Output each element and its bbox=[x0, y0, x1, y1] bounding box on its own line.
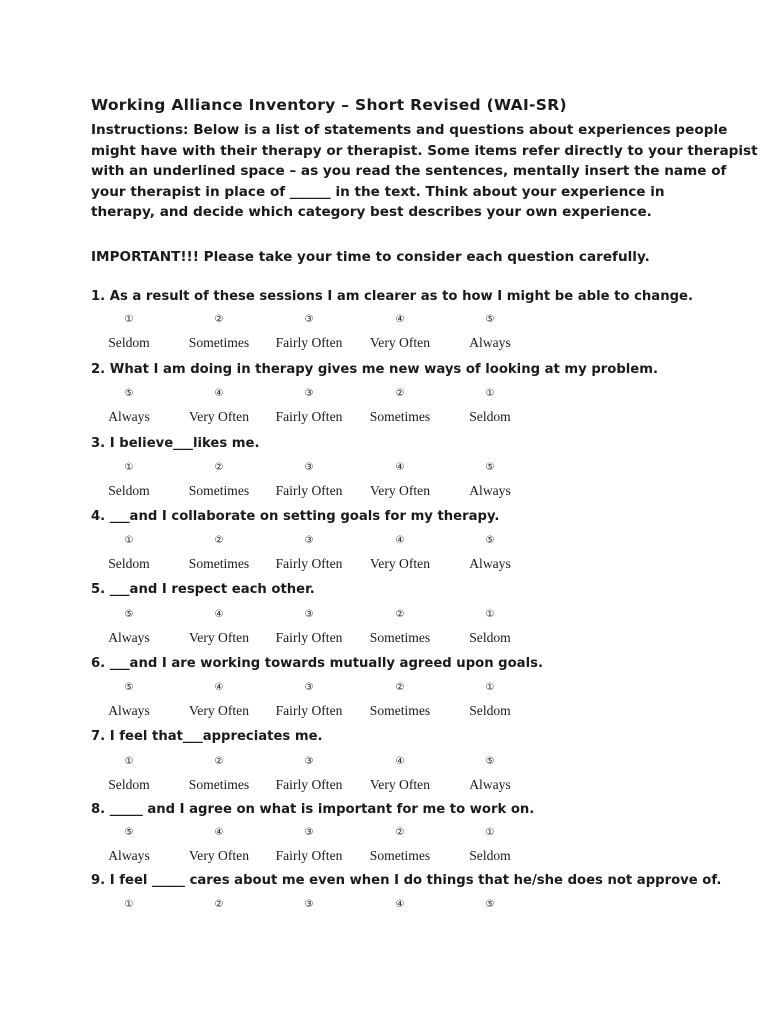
scale-option[interactable] bbox=[259, 314, 359, 351]
scale-option[interactable] bbox=[259, 899, 359, 913]
circled-number-icon[interactable]: ① bbox=[124, 314, 134, 325]
circled-number-icon[interactable]: ⑤ bbox=[124, 682, 134, 693]
option-label: Always bbox=[108, 630, 150, 645]
instructions-line: Instructions: Below is a list of statements and questions about experiences people bbox=[91, 122, 728, 138]
option-label: Seldom bbox=[469, 630, 511, 645]
option-label: Sometimes bbox=[369, 848, 431, 863]
option-label: Fairly Often bbox=[275, 630, 343, 645]
scale-option[interactable] bbox=[350, 388, 450, 425]
scale-option[interactable] bbox=[350, 827, 450, 864]
scale-option[interactable] bbox=[79, 827, 179, 864]
question-7-scale bbox=[0, 756, 768, 796]
question-3-text: 3. I believe___likes me. bbox=[91, 436, 260, 451]
option-label: Very Often bbox=[188, 703, 250, 718]
scale-option[interactable] bbox=[79, 462, 179, 499]
scale-option[interactable] bbox=[79, 314, 179, 351]
circled-number-icon[interactable]: ② bbox=[214, 756, 224, 767]
circled-number-icon[interactable]: ③ bbox=[304, 314, 314, 325]
circled-number-icon[interactable]: ② bbox=[214, 314, 224, 325]
instructions-line: therapy, and decide which category best describes your own experience. bbox=[91, 204, 652, 221]
option-label: Sometimes bbox=[188, 777, 250, 792]
scale-option[interactable] bbox=[79, 899, 179, 913]
question-6-scale bbox=[0, 682, 768, 722]
instructions-paragraph bbox=[91, 120, 758, 223]
option-label: Very Often bbox=[188, 409, 250, 424]
circled-number-icon[interactable]: ① bbox=[485, 388, 495, 399]
question-1-text: 1. As a result of these sessions I am clearer as to how I might be able to change. bbox=[91, 289, 693, 304]
scale-option[interactable] bbox=[350, 756, 450, 793]
option-label: Sometimes bbox=[369, 409, 431, 424]
instructions-line: your therapist in place of ______ in the text. Think about your experience in bbox=[91, 183, 665, 200]
scale-option[interactable] bbox=[259, 535, 359, 572]
option-label: Fairly Often bbox=[275, 777, 343, 792]
option-label: Sometimes bbox=[188, 483, 250, 498]
circled-number-icon[interactable]: ④ bbox=[214, 609, 224, 620]
option-label: Very Often bbox=[188, 848, 250, 863]
option-label: Very Often bbox=[369, 335, 431, 350]
circled-number-icon[interactable]: ② bbox=[214, 535, 224, 546]
scale-option[interactable] bbox=[169, 535, 269, 572]
scale-option[interactable] bbox=[350, 682, 450, 719]
circled-number-icon[interactable]: ⑤ bbox=[485, 535, 495, 546]
circled-number-icon[interactable]: ② bbox=[395, 827, 405, 838]
option-label: Very Often bbox=[369, 556, 431, 571]
question-4-scale bbox=[0, 535, 768, 575]
circled-number-icon[interactable]: ② bbox=[214, 899, 224, 910]
question-3-scale bbox=[0, 462, 768, 502]
scale-option[interactable] bbox=[440, 462, 540, 499]
circled-number-icon[interactable]: ② bbox=[395, 609, 405, 620]
circled-number-icon[interactable]: ③ bbox=[304, 682, 314, 693]
circled-number-icon[interactable]: ④ bbox=[395, 535, 405, 546]
option-label: Fairly Often bbox=[275, 335, 343, 350]
circled-number-icon[interactable]: ④ bbox=[395, 899, 405, 910]
option-label: Seldom bbox=[469, 848, 511, 863]
question-5-scale bbox=[0, 609, 768, 649]
scale-option[interactable] bbox=[169, 314, 269, 351]
circled-number-icon[interactable]: ② bbox=[214, 462, 224, 473]
circled-number-icon[interactable]: ③ bbox=[304, 388, 314, 399]
question-8-scale bbox=[0, 827, 768, 867]
circled-number-icon[interactable]: ② bbox=[395, 388, 405, 399]
circled-number-icon[interactable]: ① bbox=[485, 609, 495, 620]
option-label: Fairly Often bbox=[275, 409, 343, 424]
scale-option[interactable] bbox=[169, 388, 269, 425]
option-label: Very Often bbox=[369, 777, 431, 792]
scale-option[interactable] bbox=[440, 827, 540, 864]
question-6-text: 6. ___and I are working towards mutually agreed upon goals. bbox=[91, 656, 543, 671]
scale-option[interactable] bbox=[169, 462, 269, 499]
scale-option[interactable] bbox=[350, 314, 450, 351]
question-2-scale bbox=[0, 388, 768, 428]
circled-number-icon[interactable]: ⑤ bbox=[124, 388, 134, 399]
circled-number-icon[interactable]: ④ bbox=[395, 462, 405, 473]
option-label: Sometimes bbox=[369, 703, 431, 718]
option-label: Sometimes bbox=[369, 630, 431, 645]
circled-number-icon[interactable]: ② bbox=[395, 682, 405, 693]
option-label: Very Often bbox=[188, 630, 250, 645]
circled-number-icon[interactable]: ⑤ bbox=[485, 314, 495, 325]
option-label: Seldom bbox=[469, 409, 511, 424]
scale-option[interactable] bbox=[259, 462, 359, 499]
option-label: Always bbox=[108, 848, 150, 863]
scale-option[interactable] bbox=[79, 682, 179, 719]
question-1-scale bbox=[0, 314, 768, 354]
question-2-text: 2. What I am doing in therapy gives me new ways of looking at my problem. bbox=[91, 362, 658, 377]
circled-number-icon[interactable]: ⑤ bbox=[485, 756, 495, 767]
scale-option[interactable] bbox=[350, 535, 450, 572]
scale-option[interactable] bbox=[440, 682, 540, 719]
circled-number-icon[interactable]: ⑤ bbox=[485, 899, 495, 910]
circled-number-icon[interactable]: ① bbox=[124, 535, 134, 546]
circled-number-icon[interactable]: ③ bbox=[304, 462, 314, 473]
scale-option[interactable] bbox=[440, 535, 540, 572]
option-label: Fairly Often bbox=[275, 848, 343, 863]
scale-option[interactable] bbox=[350, 609, 450, 646]
question-9-scale bbox=[0, 899, 768, 939]
circled-number-icon[interactable]: ④ bbox=[214, 827, 224, 838]
option-label: Sometimes bbox=[188, 556, 250, 571]
circled-number-icon[interactable]: ③ bbox=[304, 827, 314, 838]
option-label: Fairly Often bbox=[275, 483, 343, 498]
option-label: Sometimes bbox=[188, 335, 250, 350]
scale-option[interactable] bbox=[440, 609, 540, 646]
scale-option[interactable] bbox=[169, 827, 269, 864]
scale-option[interactable] bbox=[259, 609, 359, 646]
question-9-text: 9. I feel _____ cares about me even when I do things that he/she does not approve of. bbox=[91, 873, 722, 888]
scale-option[interactable] bbox=[350, 462, 450, 499]
question-7-text: 7. I feel that___appreciates me. bbox=[91, 729, 323, 744]
scale-option[interactable] bbox=[169, 756, 269, 793]
scale-option[interactable] bbox=[79, 388, 179, 425]
circled-number-icon[interactable]: ④ bbox=[214, 388, 224, 399]
scale-option[interactable] bbox=[79, 609, 179, 646]
circled-number-icon[interactable]: ⑤ bbox=[124, 827, 134, 838]
circled-number-icon[interactable]: ① bbox=[124, 899, 134, 910]
option-label: Seldom bbox=[108, 335, 150, 350]
option-label: Seldom bbox=[108, 556, 150, 571]
scale-option[interactable] bbox=[79, 756, 179, 793]
scale-option[interactable] bbox=[79, 535, 179, 572]
document-title: Working Alliance Inventory – Short Revised (WAI-SR) bbox=[91, 96, 567, 114]
option-label: Always bbox=[469, 556, 511, 571]
important-note: IMPORTANT!!! Please take your time to consider each question carefully. bbox=[91, 249, 650, 265]
instructions-line: might have with their therapy or therapist. Some items refer directly to your therapist bbox=[91, 142, 758, 159]
circled-number-icon[interactable]: ① bbox=[485, 682, 495, 693]
scale-option[interactable] bbox=[169, 609, 269, 646]
circled-number-icon[interactable]: ③ bbox=[304, 535, 314, 546]
circled-number-icon[interactable]: ① bbox=[124, 756, 134, 767]
option-label: Seldom bbox=[108, 483, 150, 498]
circled-number-icon[interactable]: ④ bbox=[395, 314, 405, 325]
scale-option[interactable] bbox=[169, 682, 269, 719]
circled-number-icon[interactable]: ⑤ bbox=[485, 462, 495, 473]
question-5-text: 5. ___and I respect each other. bbox=[91, 582, 315, 597]
circled-number-icon[interactable]: ③ bbox=[304, 756, 314, 767]
option-label: Seldom bbox=[108, 777, 150, 792]
question-8-text: 8. _____ and I agree on what is important for me to work on. bbox=[91, 802, 535, 817]
circled-number-icon[interactable]: ④ bbox=[395, 756, 405, 767]
option-label: Always bbox=[469, 483, 511, 498]
scale-option[interactable] bbox=[259, 682, 359, 719]
option-label: Seldom bbox=[469, 703, 511, 718]
option-label: Fairly Often bbox=[275, 703, 343, 718]
scale-option[interactable] bbox=[169, 899, 269, 913]
scale-option[interactable] bbox=[350, 899, 450, 913]
scale-option[interactable] bbox=[259, 756, 359, 793]
option-label: Always bbox=[469, 335, 511, 350]
scale-option[interactable] bbox=[259, 388, 359, 425]
circled-number-icon[interactable]: ③ bbox=[304, 609, 314, 620]
option-label: Always bbox=[108, 409, 150, 424]
scale-option[interactable] bbox=[440, 756, 540, 793]
option-label: Always bbox=[108, 703, 150, 718]
circled-number-icon[interactable]: ⑤ bbox=[124, 609, 134, 620]
scale-option[interactable] bbox=[259, 827, 359, 864]
circled-number-icon[interactable]: ③ bbox=[304, 899, 314, 910]
option-label: Very Often bbox=[369, 483, 431, 498]
option-label: Always bbox=[469, 777, 511, 792]
circled-number-icon[interactable]: ④ bbox=[214, 682, 224, 693]
circled-number-icon[interactable]: ① bbox=[124, 462, 134, 473]
scale-option[interactable] bbox=[440, 388, 540, 425]
scale-option[interactable] bbox=[440, 314, 540, 351]
circled-number-icon[interactable]: ① bbox=[485, 827, 495, 838]
scale-option[interactable] bbox=[440, 899, 540, 913]
option-label: Fairly Often bbox=[275, 556, 343, 571]
instructions-line: with an underlined space – as you read the sentences, mentally insert the name of bbox=[91, 163, 727, 180]
question-4-text: 4. ___and I collaborate on setting goals for my therapy. bbox=[91, 509, 500, 524]
